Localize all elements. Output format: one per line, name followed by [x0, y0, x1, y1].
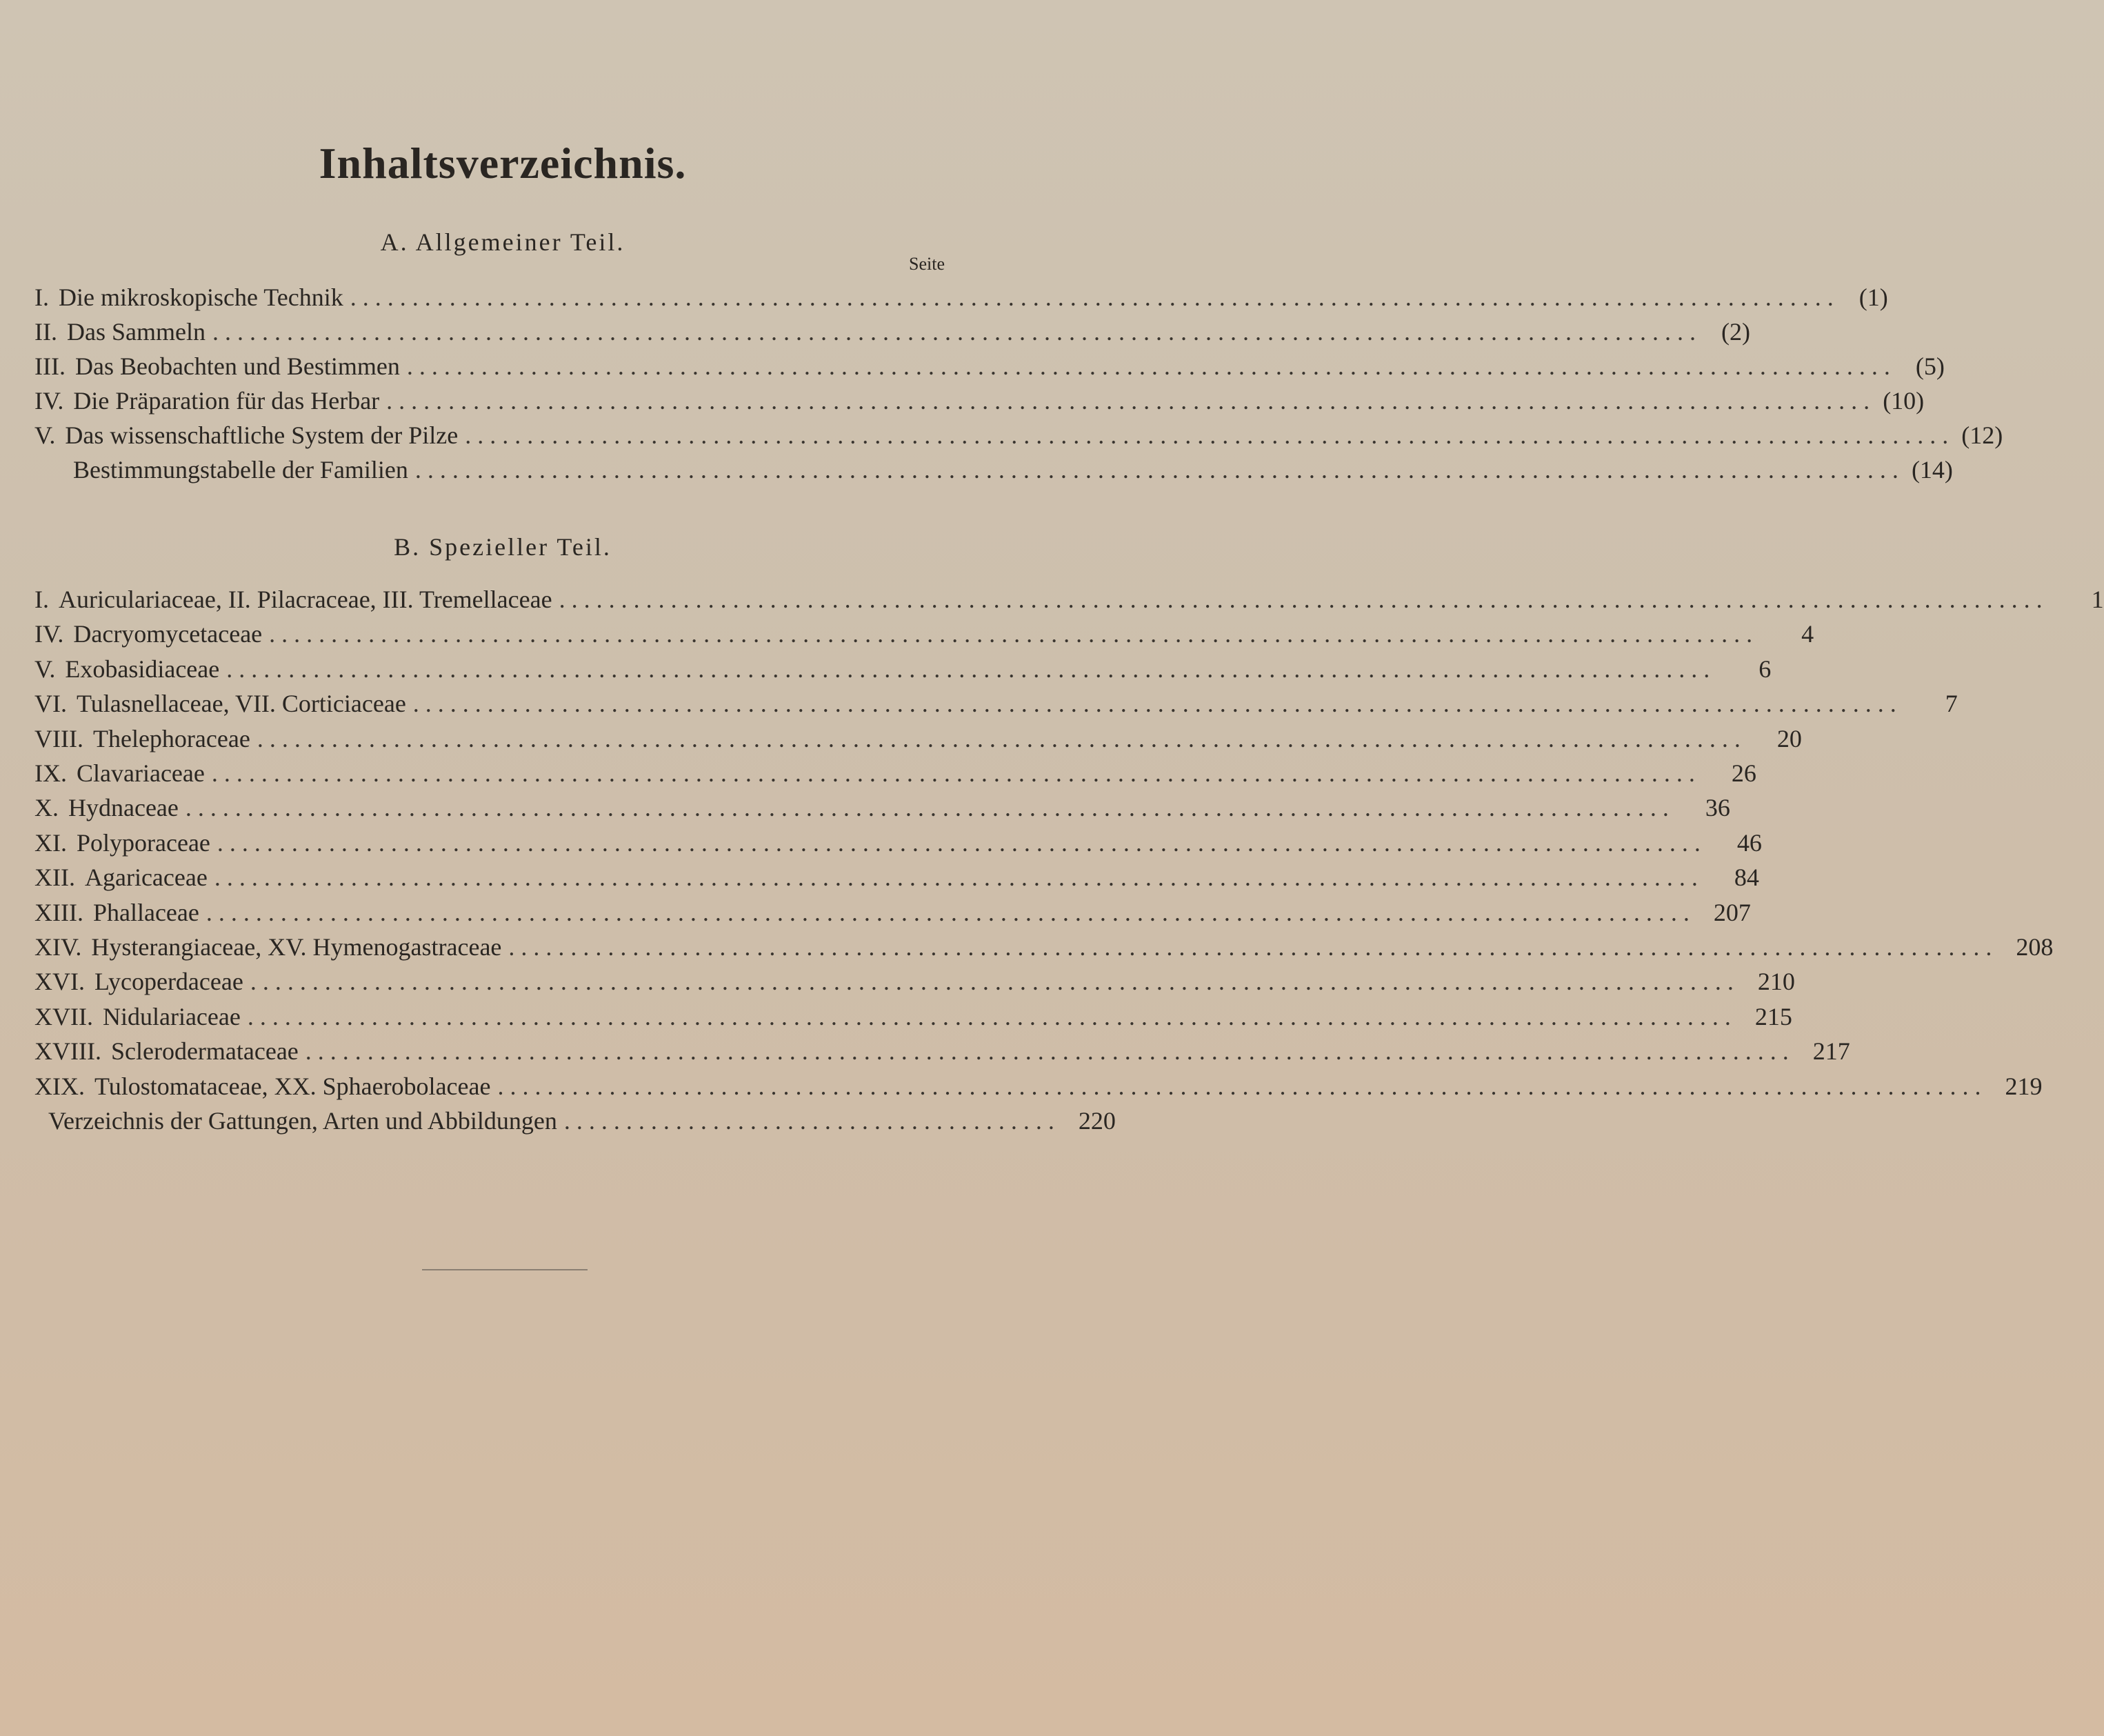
entry-page-number: 207	[1713, 898, 1751, 926]
entry-title: Thelephoraceae	[92, 724, 250, 752]
toc-entry	[34, 828, 1762, 860]
entry-page-number: (10)	[1883, 387, 1925, 415]
entry-numeral: VIII.	[34, 724, 83, 752]
dot-leader: ........................................................................................................................	[497, 1072, 1987, 1100]
dot-leader: ........................................................................................................................	[269, 620, 1759, 648]
dot-leader: ........................................................................................................................	[214, 864, 1704, 892]
toc-entry	[34, 1002, 1792, 1034]
entry-title: Tulostomataceae, XX. Sphaerobolaceae	[94, 1072, 491, 1100]
entry-page-number: 4	[1801, 620, 1814, 648]
entry-title: Verzeichnis der Gattungen, Arten und Abbildungen	[48, 1107, 557, 1135]
dot-leader: ........................................................................................................................	[206, 898, 1696, 926]
dot-leader: ........................................	[563, 1107, 1061, 1135]
toc-entry	[34, 898, 1751, 930]
dot-leader: ........................................................................................................................	[212, 318, 1702, 346]
entry-numeral: V.	[34, 655, 56, 683]
dot-leader: ........................................................................................................................	[465, 421, 1955, 449]
entry-page-number: 210	[1757, 968, 1795, 996]
entry-title: Agaricaceae	[84, 864, 208, 892]
entry-title: Polyporaceae	[77, 828, 210, 857]
toc-entry	[34, 386, 1925, 418]
section-a-heading: A. Allgemeiner Teil.	[380, 228, 625, 256]
entry-page-number: 46	[1736, 828, 1762, 857]
toc-entry	[34, 759, 1756, 790]
dot-leader: ........................................................................................................................	[414, 456, 1905, 483]
toc-entry	[34, 1072, 2043, 1104]
dot-leader: ........................................................................................................................	[305, 1037, 1795, 1066]
entry-title: Die Präparation für das Herbar	[73, 387, 380, 415]
entry-numeral: XIII.	[34, 898, 83, 926]
entry-numeral: VI.	[34, 690, 67, 718]
entry-numeral: XII.	[34, 864, 75, 892]
entry-title: Lycoperdaceae	[94, 968, 243, 996]
dot-leader: ........................................................................................................................	[350, 283, 1840, 311]
entry-page-number: 217	[1812, 1037, 1850, 1066]
toc-entry	[34, 689, 1958, 721]
entry-page-number: 7	[1945, 690, 1958, 718]
entry-numeral: I.	[34, 586, 49, 613]
entry-title: Clavariaceae	[77, 759, 205, 787]
entry-page-number: (12)	[1961, 421, 2003, 449]
dot-leader: ........................................................................................................................	[559, 586, 2049, 613]
dot-leader: ........................................................................................................................	[217, 828, 1707, 857]
entry-numeral: XI.	[34, 828, 67, 857]
entry-page-number: (14)	[1911, 456, 1953, 483]
section-b-heading: B. Spezieller Teil.	[394, 533, 612, 561]
entry-title: Hysterangiaceae, XV. Hymenogastraceae	[91, 933, 502, 961]
seite-column-label: Seite	[909, 254, 945, 274]
entry-title: Exobasidiaceae	[65, 655, 220, 683]
entry-page-number: (2)	[1721, 318, 1750, 346]
dot-leader: ........................................................................................................................	[211, 759, 1701, 787]
entry-title: Dacryomycetaceae	[73, 620, 263, 648]
entry-numeral: XIV.	[34, 933, 82, 961]
toc-entry	[34, 1037, 1850, 1068]
entry-page-number: (1)	[1858, 283, 1888, 311]
dot-leader: ........................................................................................................................	[386, 387, 1876, 415]
entry-numeral: XIX.	[34, 1072, 85, 1100]
dot-leader: ........................................................................................................................	[508, 933, 1998, 961]
toc-entry	[34, 863, 1759, 895]
toc-entry	[34, 455, 1953, 487]
entry-page-number: 220	[1078, 1107, 1116, 1135]
entry-title: Phallaceae	[92, 898, 199, 926]
toc-entry	[34, 619, 1814, 651]
toc-entry	[34, 793, 1730, 825]
entry-title: Hydnaceae	[68, 794, 179, 822]
entry-numeral: I.	[34, 283, 49, 311]
entry-page-number: (5)	[1915, 352, 1945, 380]
dot-leader: ........................................................................................................................	[412, 690, 1903, 718]
entry-page-number: 215	[1754, 1002, 1792, 1030]
toc-entry	[34, 724, 1802, 756]
entry-title: Die mikroskopische Technik	[59, 283, 343, 311]
entry-numeral: XVII.	[34, 1002, 93, 1030]
toc-entry	[34, 967, 1795, 999]
entry-page-number: 6	[1759, 655, 1772, 683]
dot-leader: ........................................................................................................................	[250, 968, 1740, 996]
entry-numeral: V.	[34, 421, 56, 449]
toc-entry	[34, 932, 2054, 964]
entry-page-number: 26	[1731, 759, 1756, 787]
entry-title: Das Beobachten und Bestimmen	[74, 352, 400, 380]
entry-numeral: IV.	[34, 620, 64, 648]
entry-title: Auriculariaceae, II. Pilacraceae, III. Tremellaceae	[59, 586, 552, 613]
entry-numeral: XVI.	[34, 968, 85, 996]
entry-page-number: 1	[2091, 586, 2104, 613]
entry-title: Nidulariaceae	[102, 1002, 241, 1030]
toc-entry	[34, 352, 1945, 383]
entry-page-number: 219	[2005, 1072, 2043, 1100]
dot-leader: ........................................................................................................................	[185, 794, 1675, 822]
entry-numeral: X.	[34, 794, 59, 822]
entry-title: Bestimmungstabelle der Familien	[73, 456, 408, 483]
entry-numeral: XVIII.	[34, 1037, 101, 1066]
entry-title: Das Sammeln	[66, 318, 206, 346]
entry-page-number: 20	[1776, 724, 1802, 752]
entry-page-number: 208	[2016, 933, 2054, 961]
page-title: Inhaltsverzeichnis.	[319, 139, 687, 188]
entry-title: Sclerodermataceae	[110, 1037, 299, 1066]
toc-entry	[34, 655, 1772, 686]
toc-entry	[34, 283, 1888, 315]
dot-leader: ........................................................................................................................	[406, 352, 1896, 380]
entry-title: Das wissenschaftliche System der Pilze	[65, 421, 459, 449]
entry-numeral: IX.	[34, 759, 67, 787]
entry-numeral: IV.	[34, 387, 64, 415]
toc-entry	[34, 317, 1750, 349]
entry-page-number: 84	[1734, 864, 1759, 892]
entry-title: Tulasnellaceae, VII. Corticiaceae	[77, 690, 406, 718]
entry-numeral: III.	[34, 352, 66, 380]
dot-leader: ........................................................................................................................	[226, 655, 1716, 683]
toc-entry	[34, 585, 2104, 617]
dot-leader: ........................................................................................................................	[257, 724, 1747, 752]
closing-rule	[422, 1269, 588, 1270]
toc-entry-index	[48, 1106, 1116, 1138]
entry-numeral: II.	[34, 318, 57, 346]
dot-leader: ........................................................................................................................	[247, 1002, 1737, 1030]
toc-entry	[34, 421, 2003, 452]
entry-page-number: 36	[1705, 794, 1730, 822]
